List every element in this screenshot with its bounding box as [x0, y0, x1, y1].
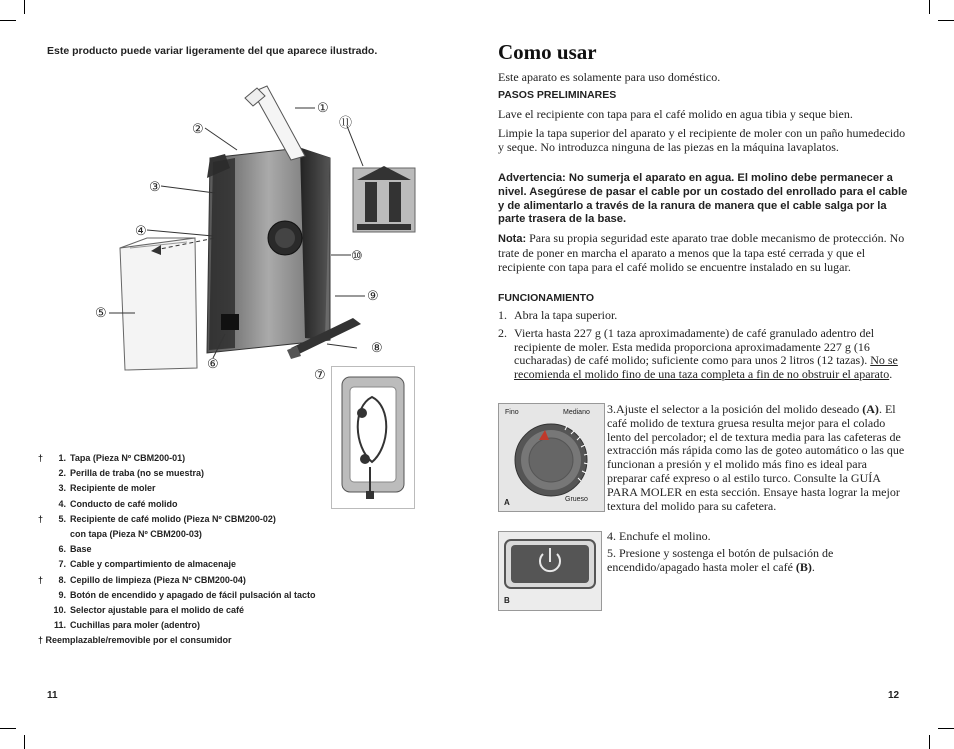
part-description: Cepillo de limpieza (Pieza Nº CBM200-04) — [70, 574, 246, 585]
parts-list-item — [38, 527, 368, 542]
part-number: 11. — [53, 620, 66, 631]
prelim-heading: PASOS PRELIMINARES — [498, 89, 617, 101]
part-number: 5. — [58, 513, 66, 524]
part-number: 8. — [58, 574, 66, 585]
callout-8: ⑧ — [371, 340, 383, 355]
part-description: Recipiente de café molido (Pieza Nº CBM200-02) — [70, 513, 276, 524]
part-number: 10. — [53, 605, 66, 616]
callout-3: ③ — [149, 179, 161, 194]
parts-list-item — [38, 497, 368, 512]
part-description: Perilla de traba (no se muestra) — [70, 468, 205, 479]
figure-a-letter: A — [504, 498, 510, 507]
figure-a-grind-selector — [498, 403, 605, 512]
parts-list-item — [38, 573, 368, 588]
callout-10: ⑩ — [351, 248, 363, 263]
replaceable-marker: † — [38, 513, 44, 524]
part-description: Conducto de café molido — [70, 498, 178, 509]
page-number-right: 12 — [888, 690, 900, 701]
grinder-illustration — [95, 78, 425, 378]
note-label: Nota: — [498, 233, 527, 245]
part-description: Recipiente de moler — [70, 483, 156, 494]
step-4: 4. Enchufe el molino. — [607, 529, 711, 543]
parts-list — [38, 451, 368, 649]
replaceable-marker — [38, 557, 48, 572]
step-2: 2. Vierta hasta 227 g (1 taza aproximadamente) de café granulado adentro del recipiente de moler. Esta medida proporciona aproximadamente 227 g (16 cucharadas) de café molido; suficiente como para unos 2 litros (12 tazas). No se recomienda el molido fino de una taza completa a fin de no obstruir el aparato. — [498, 325, 898, 382]
steps-list-top — [498, 309, 914, 386]
prelim-paragraph-2: Limpie la tapa superior del aparato y el recipiente de moler con un paño humedecido y seque. No introduzca ninguna de las piezas en la máquina lavaplatos. — [498, 126, 906, 154]
replaceable-footnote: † Reemplazable/removible por el consumidor — [38, 635, 232, 646]
part-number: 1. — [58, 453, 66, 463]
part-description: Tapa (Pieza Nº CBM200-01) — [70, 453, 186, 463]
part-description: Cable y compartimiento de almacenaje — [70, 559, 237, 570]
part-description: con tapa (Pieza Nº CBM200-03) — [70, 529, 202, 540]
callout-5: ⑤ — [95, 305, 107, 320]
prelim-paragraph-1: Lave el recipiente con tapa para el café molido en agua tibia y seque bien. — [498, 107, 853, 121]
replaceable-marker — [38, 481, 48, 496]
replaceable-marker — [38, 588, 48, 603]
variation-notice: Este producto puede variar ligeramente del que aparece ilustrado. — [47, 45, 378, 57]
replaceable-marker — [38, 527, 48, 542]
part-description: Base — [70, 544, 92, 555]
part-description: Selector ajustable para el molido de café — [70, 605, 245, 616]
parts-list-item — [38, 466, 368, 481]
fino-label: Fino — [505, 409, 519, 416]
callout-4: ④ — [135, 223, 147, 238]
replaceable-marker: † — [38, 453, 44, 463]
parts-list-item — [38, 542, 368, 557]
parts-list-item — [38, 481, 368, 496]
replaceable-marker — [38, 497, 48, 512]
callout-2: ② — [192, 121, 204, 136]
part-number: 7. — [58, 559, 66, 570]
part-number: 2. — [58, 468, 66, 479]
note-paragraph — [498, 232, 914, 274]
note-text: Para su propia seguridad este aparato trae doble mecanismo de protección. No trate de poner en marcha el aparato a menos que la tapa esté cerrada y que el recipiente con tapa para el café molido se encuentre instalado en su lugar. — [498, 231, 905, 274]
part-number: 6. — [58, 544, 66, 555]
replaceable-marker: † — [38, 574, 44, 585]
callout-6: ⑥ — [207, 356, 219, 371]
parts-list-item — [38, 557, 368, 572]
replaceable-marker — [38, 618, 48, 633]
replaceable-marker — [38, 603, 48, 618]
intro-text: Este aparato es solamente para uso doméstico. — [498, 70, 721, 84]
figure-b-power-button — [498, 531, 602, 611]
parts-list-item — [38, 588, 368, 603]
step-5: 5. Presione y sostenga el botón de pulsación de encendido/apagado hasta moler el café (B). — [607, 546, 834, 574]
parts-list-item — [38, 603, 368, 618]
part-number: 9. — [58, 589, 66, 600]
callout-1: ① — [317, 100, 329, 115]
right-page — [477, 0, 954, 749]
step-1: 1. Abra la tapa superior. — [498, 308, 618, 322]
part-description: Cuchillas para moler (adentro) — [70, 620, 201, 631]
warning-label: Advertencia: — [498, 172, 566, 184]
warning-text: No sumerja el aparato en agua. El molino debe permanecer a nivel. Asegúrese de pasar el cable por un costado del enrollado para el cable y de alimentarlo a través de la ranura de manera que el cable salga por la parte trasera de la base. — [498, 172, 908, 226]
replaceable-marker — [38, 466, 48, 481]
callout-9: ⑨ — [367, 288, 379, 303]
callout-7: ⑦ — [314, 367, 326, 382]
operation-heading: FUNCIONAMIENTO — [498, 292, 595, 304]
part-number — [48, 527, 70, 542]
grueso-label: Grueso — [565, 496, 588, 503]
warning-paragraph — [498, 172, 914, 227]
part-number: 3. — [58, 483, 66, 494]
figure-b-letter: B — [504, 596, 510, 605]
parts-list-item — [38, 451, 368, 466]
step-3: 3.Ajuste el selector a la posición del molido deseado (A). El café molido de textura gruesa resulta mejor para el colado lento del percolador; el de textura media para las cafeteras de extracción más rápida como las de goteo automático o las que funcionan a presión y el molido más fino es ideal para preparar café expreso o al estilo turco. Consulte la GUÍA PARA MOLER en esta sección. Ensaye hasta lograr la mejor textura del molido para su cafetera. — [607, 402, 905, 513]
callout-11: ⑪ — [339, 115, 353, 130]
page-title: Como usar — [498, 40, 597, 64]
part-number: 4. — [58, 498, 66, 509]
part-description: Botón de encendido y apagado de fácil pulsación al tacto — [70, 589, 316, 600]
parts-list-item — [38, 618, 368, 633]
parts-list-item — [38, 512, 368, 527]
page-number-left: 11 — [47, 690, 58, 701]
mediano-label: Mediano — [563, 409, 590, 416]
replaceable-marker — [38, 542, 48, 557]
